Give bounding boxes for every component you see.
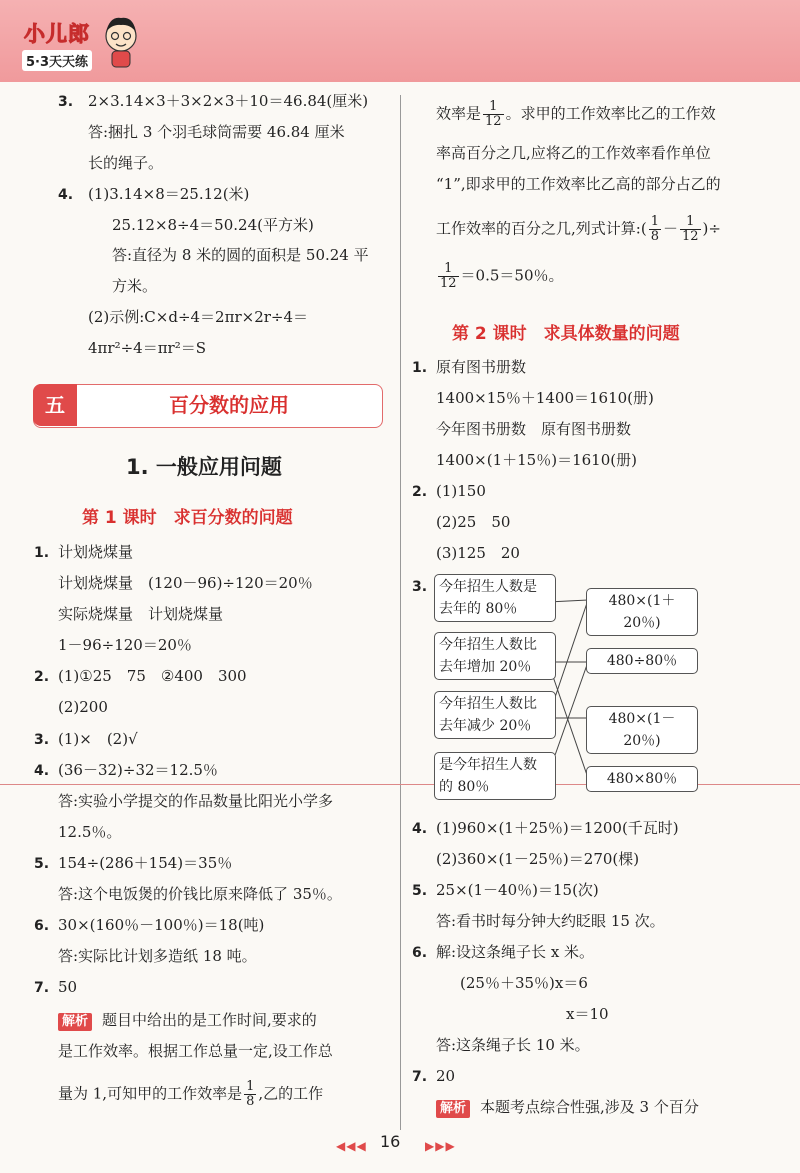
left-arrows-icon: ◀◀◀ (336, 1139, 367, 1153)
analysis-tag: 解析 (58, 1013, 92, 1031)
b3-number: 3. (412, 579, 428, 595)
q4-line5: (2)示例:C×d÷4＝2πr×2r÷4＝ (88, 308, 309, 326)
a6-number: 6. (34, 918, 50, 934)
a2-number: 2. (34, 669, 50, 685)
a7-explain-line2: 是工作效率。根据工作总量一定,设工作总 (58, 1042, 333, 1060)
a7-number: 7. (34, 980, 50, 996)
b4-number: 4. (412, 821, 428, 837)
b1-line1: 原有图书册数 (436, 358, 527, 376)
match-right-2[interactable]: 480÷80％ (586, 648, 698, 674)
a3-number: 3. (34, 732, 50, 748)
fraction-1-12b: $\frac{1}{12}$ (681, 214, 699, 244)
a1-line3: 实际烧煤量 计划烧煤量 (58, 605, 224, 623)
r-line5: $\frac{1}{12}$ ＝0.5＝50％。 (440, 261, 564, 291)
mascot-icon (100, 14, 142, 70)
b4-line1: (1)960×(1＋25％)＝1200(千瓦时) (436, 819, 679, 837)
q4-number: 4. (58, 187, 74, 203)
r-line3: “1”,即求甲的工作效率比乙高的部分占乙的 (436, 175, 721, 193)
b2-line2: (2)25 50 (436, 513, 511, 531)
b2-line1: (1)150 (436, 482, 486, 500)
q4-line2: 25.12×8÷4＝50.24(平方米) (112, 216, 314, 234)
match-right-1[interactable]: 480×(1＋20％) (586, 588, 698, 636)
column-divider (400, 95, 401, 1130)
a6-line2: 答:实际比计划多造纸 18 吨。 (58, 947, 257, 965)
a2-line2: (2)200 (58, 698, 108, 716)
b5-number: 5. (412, 883, 428, 899)
b5-line2: 答:看书时每分钟大约眨眼 15 次。 (436, 912, 665, 930)
match-right-4[interactable]: 480×80％ (586, 766, 698, 792)
match-left-1[interactable]: 今年招生人数是 去年的 80％ (434, 574, 556, 622)
fraction-1-8b: $\frac{1}{8}$ (650, 214, 659, 244)
q3-number: 3. (58, 94, 74, 110)
b1-line4: 1400×(1＋15％)＝1610(册) (436, 451, 637, 469)
r-line1: 效率是 $\frac{1}{12}$ 。求甲的工作效率比乙的工作效 (436, 99, 716, 129)
a7-explain-line3: 量为 1,可知甲的工作效率是 $\frac{1}{8}$ ,乙的工作 (58, 1079, 324, 1109)
b6-line1: 解:设这条绳子长 x 米。 (436, 943, 595, 961)
match-right-3[interactable]: 480×(1－20％) (586, 706, 698, 754)
page-number: 16 (380, 1132, 401, 1151)
a4-line2: 答:实验小学提交的作品数量比阳光小学多 (58, 792, 334, 810)
right-arrows-icon: ▶▶▶ (425, 1139, 456, 1153)
b7-number: 7. (412, 1069, 428, 1085)
a4-line1: (36－32)÷32＝12.5％ (58, 761, 218, 779)
q3-line2: 答:捆扎 3 个羽毛球筒需要 46.84 厘米 (88, 123, 345, 141)
q3-line3: 长的绳子。 (88, 154, 164, 172)
a5-line1: 154÷(286＋154)＝35％ (58, 854, 233, 872)
a3-line1: (1)× (2)√ (58, 730, 138, 748)
chapter-title: 1. 一般应用问题 (126, 455, 282, 479)
page-nav-right (425, 1135, 456, 1154)
b2-line3: (3)125 20 (436, 544, 520, 562)
b1-line3: 今年图书册数 原有图书册数 (436, 420, 632, 438)
r-line4: 工作效率的百分之几,列式计算:( $\frac{1}{8}$ － $\frac{1}{12}$ )÷ (436, 214, 721, 244)
q4-line3: 答:直径为 8 米的圆的面积是 50.24 平 (112, 246, 369, 264)
q3-line1: 2×3.14×3＋3×2×3＋10＝46.84(厘米) (88, 92, 369, 110)
b7-explain-line1: 解析 本题考点综合性强,涉及 3 个百分 (436, 1097, 699, 1118)
a1-line2: 计划烧煤量 (120－96)÷120＝20％ (58, 574, 313, 592)
q4-line4: 方米。 (112, 277, 158, 295)
section-title: 百分数的应用 (169, 393, 289, 417)
match-left-4[interactable]: 是今年招生人数 的 80％ (434, 752, 556, 800)
match-left-3[interactable]: 今年招生人数比 去年减少 20％ (434, 691, 556, 739)
q4-line1: (1)3.14×8＝25.12(米) (88, 185, 250, 203)
fraction-1-12: $\frac{1}{12}$ (485, 99, 502, 129)
analysis-tag-2: 解析 (436, 1100, 470, 1118)
q4-line6: 4πr²÷4＝πr²＝S (88, 339, 207, 357)
a1-number: 1. (34, 545, 50, 561)
a7-line1: 50 (58, 978, 78, 996)
a4-line3: 12.5％。 (58, 823, 122, 841)
lesson2-title: 第 2 课时 求具体数量的问题 (452, 324, 680, 344)
section-number-tag: 五 (33, 384, 77, 426)
a1-line1: 计划烧煤量 (58, 543, 134, 561)
b1-line2: 1400×15％＋1400＝1610(册) (436, 389, 654, 407)
a4-number: 4. (34, 763, 50, 779)
b5-line1: 25×(1－40％)＝15(次) (436, 881, 599, 899)
page-nav-left (336, 1135, 367, 1154)
fraction-1-12c: $\frac{1}{12}$ (440, 261, 457, 291)
r-line2: 率高百分之几,应将乙的工作效率看作单位 (436, 144, 711, 162)
a5-number: 5. (34, 856, 50, 872)
a2-line1: (1)①25 75 ②400 300 (58, 667, 247, 685)
a5-line2: 答:这个电饭煲的价钱比原来降低了 35％。 (58, 885, 342, 903)
a1-line4: 1－96÷120＝20％ (58, 636, 192, 654)
brand-subtitle: 5·3天天练 (22, 50, 92, 71)
b7-line1: 20 (436, 1067, 456, 1085)
a6-line1: 30×(160％－100％)＝18(吨) (58, 916, 265, 934)
brand-logo: 小儿郎 (24, 22, 90, 46)
b6-line3: x＝10 (566, 1005, 609, 1023)
b6-line2: (25％＋35％)x＝6 (460, 974, 588, 992)
a7-explain-line1: 解析 题目中给出的是工作时间,要求的 (58, 1010, 317, 1031)
b6-line4: 答:这条绳子长 10 米。 (436, 1036, 590, 1054)
b6-number: 6. (412, 945, 428, 961)
b2-number: 2. (412, 484, 428, 500)
lesson1-title: 第 1 课时 求百分数的问题 (82, 508, 293, 528)
fraction-1-8: $\frac{1}{8}$ (246, 1079, 255, 1109)
b1-number: 1. (412, 360, 428, 376)
b4-line2: (2)360×(1－25％)＝270(棵) (436, 850, 640, 868)
match-left-2[interactable]: 今年招生人数比 去年增加 20％ (434, 632, 556, 680)
